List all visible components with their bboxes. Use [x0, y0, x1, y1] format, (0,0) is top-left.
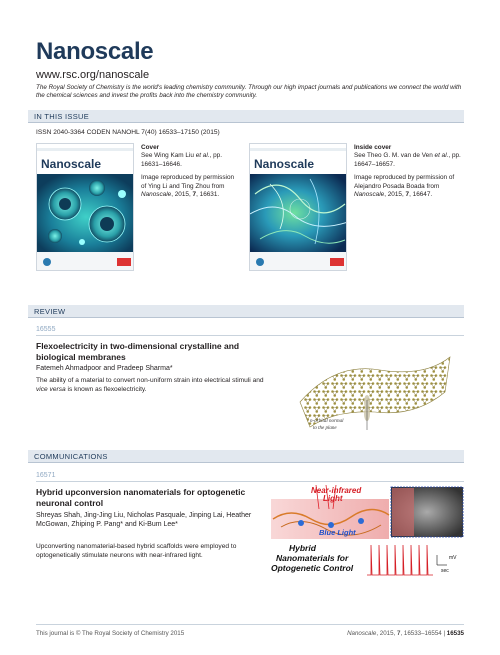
- footer-journal: Nanoscale: [347, 630, 377, 637]
- cover-credit: Image reproduced by permission of Ying Li and Ting Zhou from: [141, 174, 235, 190]
- figure-scale-sec: sec: [441, 568, 449, 574]
- section-label-issue: IN THIS ISSUE: [34, 112, 90, 121]
- inside-cover-caption: [354, 144, 464, 199]
- section-bar-issue: [28, 110, 464, 123]
- cover-caption: [141, 144, 241, 199]
- figure-caption-2: Nanomaterials for: [276, 553, 349, 563]
- section-label-communications: COMMUNICATIONS: [34, 452, 108, 461]
- mini-inside-cover-title: Nanoscale: [254, 157, 315, 171]
- figure-label-plane: to the plane: [313, 426, 337, 431]
- communication-page-number: 16571: [36, 472, 56, 479]
- review-abstract-em: vice versa: [36, 385, 66, 393]
- review-page-number: 16555: [36, 326, 56, 333]
- figure-nir-label-2: Light: [323, 494, 343, 503]
- mini-cover-title: Nanoscale: [41, 157, 102, 171]
- figure-scale-mv: mV: [449, 555, 457, 561]
- cover-credit-journal: Nanoscale: [141, 191, 172, 199]
- inside-cover-credit-year: , 2015,: [384, 191, 406, 199]
- cover-label: Cover: [141, 144, 160, 151]
- review-abstract-text: The ability of a material to convert non-uniform strain into electrical stimuli and: [36, 377, 264, 384]
- communication-figure: [271, 485, 465, 580]
- communication-title[interactable]: Hybrid upconversion nanomaterials for optogenetic neuronal control: [36, 487, 246, 508]
- footer-volume: 7: [396, 630, 401, 637]
- issn-line: ISSN 2040-3364 CODEN NANOHL 7(40) 16533–17150 (2015): [36, 129, 220, 136]
- cover-image: [36, 143, 134, 271]
- figure-blue-label: Blue Light: [319, 528, 356, 537]
- footer-pages: , 16533–16554 |: [400, 630, 447, 637]
- inside-cover-credit: Image reproduced by permission of Alejandro Posada Boada from: [354, 174, 455, 190]
- communication-authors: Shreyas Shah, Jing-Jing Liu, Nicholas Pasquale, Jinping Lai, Heather McGowan, Zhiping P. Pang* and Ki-Bum Lee*: [36, 512, 252, 529]
- review-title[interactable]: Flexoelectricity in two-dimensional crystalline and biological membranes: [36, 341, 240, 362]
- cover-ref-pages: , pp. 16631–16646.: [141, 152, 222, 168]
- review-abstract: [36, 377, 266, 394]
- cover-ref: See Wing Kam Liu: [141, 152, 196, 160]
- footer-page-number: 16535: [446, 630, 464, 637]
- figure-nir-label-1: Near-infrared: [311, 486, 362, 495]
- inside-cover-ref: See Theo G. M. van de Ven: [354, 152, 435, 160]
- inside-cover-credit-vol: 7: [405, 191, 410, 199]
- figure-label-orbital: n-orbital normal: [310, 419, 344, 424]
- section-bar-review: [28, 305, 464, 318]
- review-rule: [36, 335, 464, 336]
- inside-cover-credit-journal: Nanoscale: [354, 191, 385, 199]
- review-abstract-end: is known as flexoelectricity.: [65, 385, 147, 393]
- review-authors: Fatemeh Ahmadpoor and Pradeep Sharma*: [36, 365, 173, 372]
- tagline: The Royal Society of Chemistry is the world's leading chemistry community. Through our high impact journals and publications we connect the world with the chemical sciences and invest the profits back into the chemistry community.: [36, 84, 462, 100]
- figure-caption-1: Hybrid: [289, 543, 316, 553]
- cover-ref-etal: et al.: [195, 152, 210, 160]
- communication-rule: [36, 481, 464, 482]
- inside-cover-ref-etal: et al.: [434, 152, 449, 160]
- figure-caption-3: Optogenetic Control: [271, 563, 354, 573]
- cover-credit-page: , 16631.: [196, 191, 220, 199]
- cover-credit-vol: 7: [192, 191, 197, 199]
- inside-cover-ref-pages: , pp. 16647–16657.: [354, 152, 461, 168]
- inside-cover-label: Inside cover: [354, 144, 392, 151]
- inside-cover-credit-page: , 16647.: [409, 191, 433, 199]
- footer-right: [347, 630, 464, 637]
- inside-cover-image: [249, 143, 347, 271]
- footer-rule: [36, 624, 464, 625]
- footer-left: This journal is © The Royal Society of Chemistry 2015: [36, 630, 185, 637]
- cover-credit-year: , 2015,: [171, 191, 193, 199]
- journal-title: Nanoscale: [36, 38, 154, 65]
- communication-abstract: Upconverting nanomaterial-based hybrid scaffolds were employed to optogenetically stimulate neurons with near-infrared light.: [36, 543, 237, 559]
- journal-url[interactable]: www.rsc.org/nanoscale: [36, 69, 150, 81]
- footer-year: , 2015,: [376, 630, 397, 637]
- section-label-review: REVIEW: [34, 307, 66, 316]
- review-figure: [295, 342, 455, 442]
